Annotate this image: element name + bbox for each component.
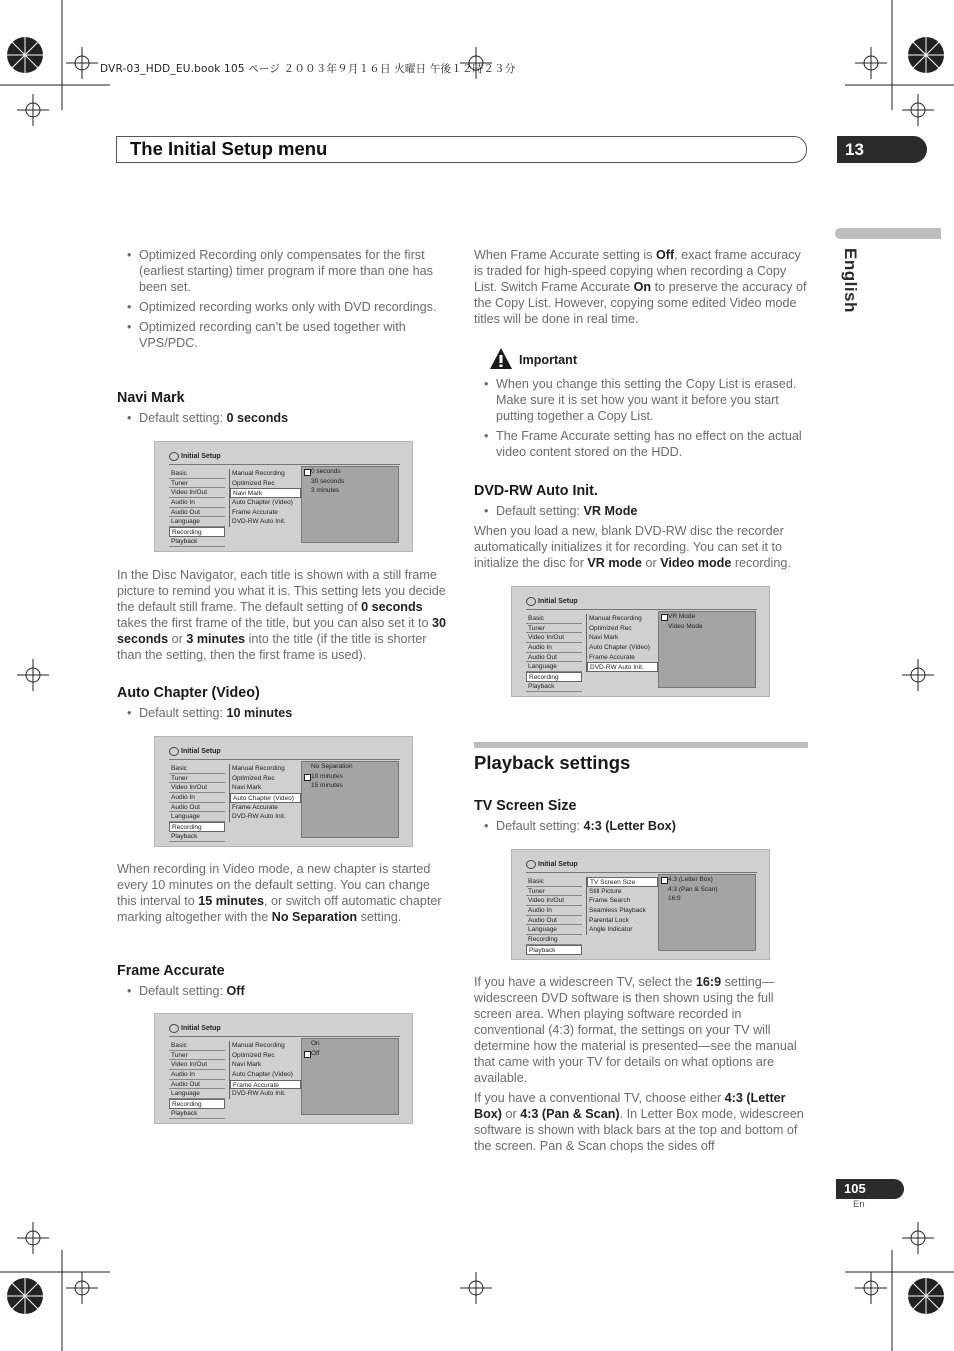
osd-category-item: Tuner (526, 624, 582, 634)
osd-setting-item: Navi Mark (232, 784, 262, 792)
osd-category-item: Audio Out (169, 803, 225, 813)
osd-title-text: Initial Setup (538, 861, 578, 869)
osd-auto-chapter (154, 736, 413, 847)
osd-option-item: 15 minutes (311, 782, 343, 790)
osd-category-item: Audio In (526, 643, 582, 653)
osd-option-item: 4:3 (Letter Box) (659, 875, 755, 885)
osd-category-item: Audio In (169, 793, 225, 803)
tv-screen-paragraph-1 (474, 974, 810, 1086)
osd-setting-item: Angle Indicator (589, 926, 633, 934)
osd-option-item: Video Mode (668, 622, 703, 630)
osd-category-item: Tuner (169, 479, 225, 489)
osd-title (169, 1024, 221, 1033)
osd-category-item: Audio In (169, 498, 225, 508)
osd-category-item: Video In/Out (169, 783, 225, 793)
tv-screen-paragraph-2 (474, 1090, 810, 1154)
bold-run: No Separation (271, 910, 358, 924)
osd-setting-item: Frame Accurate (589, 653, 635, 661)
osd-setting-item: Manual Recording (232, 1042, 285, 1049)
osd-category-item: Audio Out (169, 1080, 225, 1090)
auto-chapter-default: • Default setting: 10 minutes (117, 705, 455, 725)
bold-run: On (633, 280, 652, 294)
osd-setting-list (229, 469, 301, 527)
dvdrw-paragraph (474, 523, 812, 571)
osd-setting-item: Navi Mark (232, 1061, 262, 1069)
osd-category-item: Recording (169, 822, 225, 832)
text-run: into the title (if the title is shorter than the setting, then the first frame is used). (117, 632, 427, 662)
osd-setting-list (229, 764, 301, 822)
osd-option-item: 16:9 (668, 895, 681, 903)
tv-screen-default: • Default setting: 4:3 (Letter Box) (474, 818, 812, 838)
osd-category-item: Basic (169, 1041, 225, 1051)
osd-setting-item: Optimized Rec (232, 774, 275, 782)
osd-category-item: Audio Out (526, 916, 582, 926)
tv-screen-heading: TV Screen Size (474, 798, 577, 814)
osd-divider (169, 1036, 400, 1037)
osd-category-item: Basic (526, 614, 582, 624)
text-run: When recording in Video mode, a new chapter is started every 10 minutes on the default setting. You can change this interval to (117, 862, 431, 908)
important-bullets (474, 376, 812, 464)
text-run: setting. (357, 910, 402, 924)
osd-option-item: 4:3 (Pan & Scan) (668, 885, 718, 893)
osd-setting-item: Manual Recording (232, 765, 285, 772)
osd-category-item: Playback (526, 945, 582, 955)
osd-option-item: On (311, 1040, 320, 1047)
osd-frame-accurate (154, 1013, 413, 1124)
playback-section-rule (474, 742, 808, 748)
chapter-badge: 13 (837, 136, 927, 163)
settings-icon (526, 860, 536, 869)
osd-setting-item: Manual Recording (232, 470, 285, 477)
osd-category-item: Audio Out (169, 508, 225, 518)
bullet-item: • Optimized recording can’t be used together with VPS/PDC. (117, 319, 455, 351)
page-title: The Initial Setup menu (130, 138, 328, 159)
osd-category-item: Video In/Out (526, 633, 582, 643)
osd-category-item: Recording (526, 935, 582, 945)
bold-run: VR mode (587, 556, 642, 570)
osd-setting-item: Navi Mark (230, 488, 301, 498)
osd-category-item: Video In/Out (169, 488, 225, 498)
page-number: 105 (836, 1179, 904, 1199)
osd-setting-list (586, 877, 658, 935)
osd-divider (526, 609, 757, 610)
osd-category-item: Playback (169, 537, 225, 547)
osd-category-item: Video In/Out (169, 1060, 225, 1070)
osd-dvdrw (511, 586, 770, 697)
osd-option-item: Off (302, 1049, 398, 1059)
bullet-item: • Optimized Recording only compensates for the first (earliest starting) timer program if more than one has been set. (117, 247, 455, 295)
osd-option-item: 3 minutes (311, 487, 340, 495)
osd-setting-item: Frame Search (589, 897, 631, 905)
osd-category-list (526, 877, 582, 955)
bold-run: 4:3 (Pan & Scan) (520, 1107, 620, 1121)
osd-category-item: Tuner (169, 1051, 225, 1061)
navi-mark-heading: Navi Mark (117, 390, 185, 406)
text-run: setting—widescreen DVD software is then shown using the full screen area. When playing software recorded in conventional (4:3) format, the settings on your TV will determine how the material is presented—see the manual that came with your TV for details on what options are available. (474, 975, 797, 1085)
osd-title (526, 597, 578, 606)
text-run: When Frame Accurate setting is (474, 248, 656, 262)
osd-setting-item: DVD-RW Auto Init. (232, 1090, 286, 1098)
osd-category-item: Tuner (526, 887, 582, 897)
osd-setting-item: Frame Accurate (232, 508, 278, 516)
osd-category-item: Language (169, 1089, 225, 1099)
osd-option-item: 10 minutes (302, 772, 398, 782)
bullet-item: • Optimized recording works only with DVD recordings. (117, 299, 455, 315)
osd-category-list (169, 1041, 225, 1119)
osd-option-list (301, 466, 399, 543)
osd-setting-item: Still Picture (589, 887, 622, 895)
osd-option-list (658, 611, 756, 688)
warning-icon (489, 347, 513, 371)
osd-tv-screen (511, 849, 770, 960)
frame-accurate-heading: Frame Accurate (117, 963, 225, 979)
navi-mark-paragraph (117, 567, 453, 663)
text-run: If you have a widescreen TV, select the (474, 975, 696, 989)
osd-title (169, 747, 221, 756)
bold-run: 3 minutes (186, 632, 246, 646)
auto-chapter-heading: Auto Chapter (Video) (117, 685, 260, 701)
dvdrw-default: • Default setting: VR Mode (474, 503, 812, 523)
bold-run: 30 seconds (117, 616, 447, 646)
settings-icon (526, 597, 536, 606)
osd-category-item: Basic (169, 469, 225, 479)
text-run: or (168, 632, 187, 646)
dvdrw-heading: DVD-RW Auto Init. (474, 483, 598, 499)
osd-title-text: Initial Setup (181, 453, 221, 461)
auto-chapter-paragraph (117, 861, 453, 925)
osd-option-item: VR Mode (659, 612, 755, 622)
settings-icon (169, 747, 179, 756)
osd-category-item: Playback (169, 832, 225, 842)
text-run: or (642, 556, 661, 570)
text-run: , or switch off automatic chapter marking altogether with the (117, 894, 442, 924)
language-tab-label: English (841, 248, 860, 313)
osd-category-list (169, 764, 225, 842)
intro-bullets (117, 247, 455, 355)
frame-accurate-paragraph (474, 247, 810, 327)
osd-category-item: Basic (169, 764, 225, 774)
text-run: If you have a conventional TV, choose either (474, 1091, 725, 1105)
page-language: En (853, 1199, 865, 1210)
osd-setting-item: Optimized Rec (232, 1051, 275, 1059)
text-run: takes the first frame of the title, but you can also set it to (117, 616, 432, 630)
osd-setting-item: Optimized Rec (589, 624, 632, 632)
osd-category-item: Language (526, 925, 582, 935)
osd-title (169, 452, 221, 461)
language-tab-bar (835, 228, 941, 239)
osd-title-text: Initial Setup (181, 748, 221, 756)
text-run: to preserve the accuracy of the Copy List. However, copying some edited Video mode titles will be done in real time. (474, 280, 807, 326)
navi-mark-default: • Default setting: 0 seconds (117, 410, 455, 430)
settings-icon (169, 1024, 179, 1033)
osd-category-item: Language (169, 517, 225, 527)
bullet-item: • The Frame Accurate setting has no effect on the actual video content stored on the HDD. (474, 428, 812, 460)
osd-category-item: Tuner (169, 774, 225, 784)
osd-category-item: Recording (169, 1099, 225, 1109)
osd-category-item: Recording (169, 527, 225, 537)
osd-category-item: Playback (169, 1109, 225, 1119)
osd-option-list (301, 761, 399, 838)
osd-divider (169, 759, 400, 760)
text-run: recording. (731, 556, 791, 570)
osd-setting-item: Frame Accurate (232, 803, 278, 811)
osd-setting-item: TV Screen Size (587, 877, 658, 887)
osd-category-item: Recording (526, 672, 582, 682)
important-label: Important (519, 353, 578, 367)
file-header: DVR-03_HDD_EU.book 105 ページ ２００３年９月１６日 火曜日 午後１２時２３分 (100, 63, 516, 75)
osd-category-list (169, 469, 225, 547)
osd-category-item: Audio In (169, 1070, 225, 1080)
osd-category-list (526, 614, 582, 692)
text-run: When you load a new, blank DVD-RW disc the recorder automatically initializes it for recording. You can set it to initialize the disc for (474, 524, 784, 570)
osd-title (526, 860, 578, 869)
bold-run: 15 minutes (198, 894, 264, 908)
osd-setting-item: Parental Lock (589, 916, 629, 924)
osd-option-list (301, 1038, 399, 1115)
frame-accurate-default: • Default setting: Off (117, 983, 455, 1003)
text-run: In the Disc Navigator, each title is shown with a still frame picture to remind you what it is. This setting lets you decide the default still frame. The default setting of (117, 568, 446, 614)
osd-category-item: Language (169, 812, 225, 822)
osd-setting-item: Navi Mark (589, 634, 619, 642)
osd-setting-item: DVD-RW Auto Init. (232, 813, 286, 821)
bullet-item: • When you change this setting the Copy List is erased. Make sure it is set how you want it before you start putting together a Copy List. (474, 376, 812, 424)
text-run: , exact frame accuracy is traded for high-speed copying when recording a Copy List. Switch Frame Accurate (474, 248, 801, 294)
bold-run: 16:9 (695, 975, 722, 989)
playback-settings-heading: Playback settings (474, 752, 631, 773)
osd-category-item: Audio In (526, 906, 582, 916)
bold-run: Video mode (660, 556, 732, 570)
osd-setting-item: Seamless Playback (589, 907, 646, 915)
osd-option-item: No Separation (311, 763, 353, 770)
osd-category-item: Language (526, 662, 582, 672)
osd-setting-list (586, 614, 658, 672)
text-run: . In Letter Box mode, widescreen software is shown with black bars at the top and bottom of the screen. Pan & Scan chops the sides off (474, 1107, 804, 1153)
bold-run: 0 seconds (361, 600, 423, 614)
osd-setting-item: DVD-RW Auto Init. (232, 518, 286, 526)
osd-setting-item: Optimized Rec (232, 479, 275, 487)
osd-option-item: 0 seconds (302, 467, 398, 477)
settings-icon (169, 452, 179, 461)
osd-title-text: Initial Setup (181, 1025, 221, 1033)
text-run: or (502, 1107, 521, 1121)
osd-setting-item: Auto Chapter (Video) (230, 793, 301, 803)
osd-option-item: 30 seconds (311, 477, 345, 485)
osd-setting-item: Auto Chapter (Video) (232, 499, 293, 507)
osd-category-item: Video In/Out (526, 896, 582, 906)
osd-divider (526, 872, 757, 873)
osd-setting-item: Auto Chapter (Video) (589, 644, 650, 652)
osd-category-item: Playback (526, 682, 582, 692)
bold-run: Off (655, 248, 675, 262)
osd-title-text: Initial Setup (538, 598, 578, 606)
osd-category-item: Basic (526, 877, 582, 887)
osd-setting-item: DVD-RW Auto Init. (587, 662, 658, 672)
osd-category-item: Audio Out (526, 653, 582, 663)
osd-option-list (658, 874, 756, 951)
osd-setting-item: Manual Recording (589, 615, 642, 622)
osd-setting-item: Frame Accurate (230, 1080, 301, 1090)
bold-run: 4:3 (Letter Box) (474, 1091, 786, 1121)
osd-divider (169, 464, 400, 465)
osd-navi-mark (154, 441, 413, 552)
osd-setting-item: Auto Chapter (Video) (232, 1071, 293, 1079)
osd-setting-list (229, 1041, 301, 1099)
